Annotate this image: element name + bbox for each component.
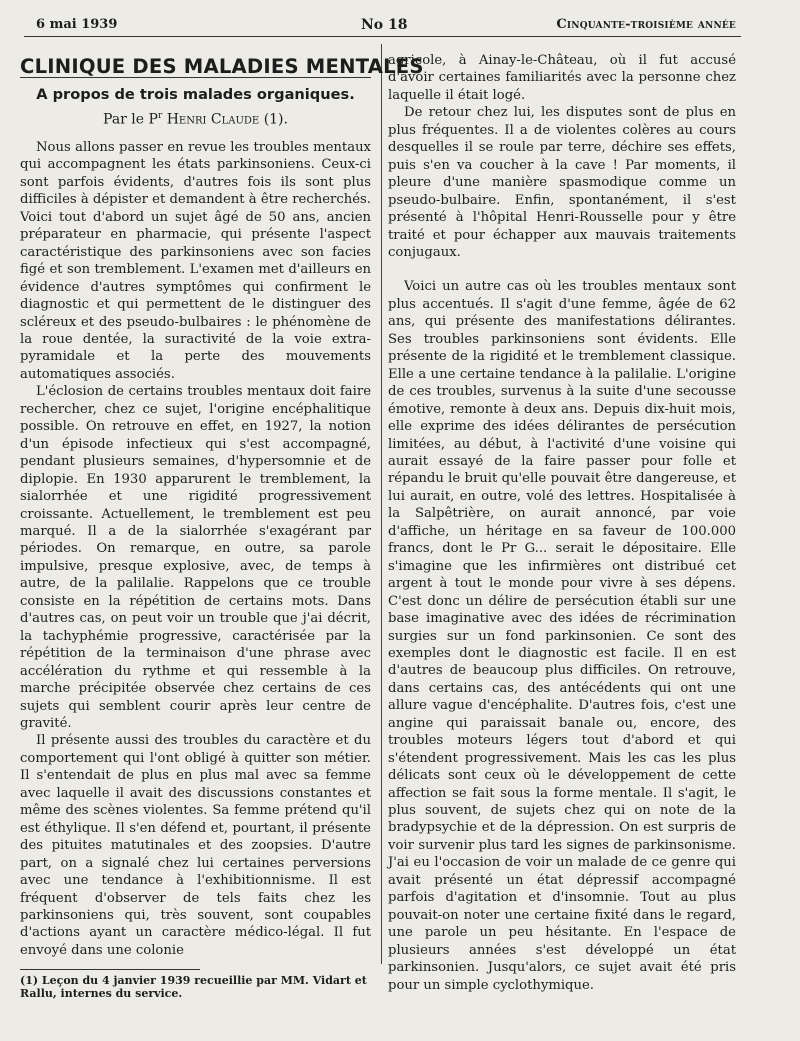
column-divider [381, 44, 382, 964]
right-paragraph-2: De retour chez lui, les disputes sont de plus en plus fréquentes. Il a de violentes colères au cours desquelles il se roule par terre, déchire ses effets, puis s'en va coucher à la cave ! Par moments, il pleure d'une manière spasmodique comme un pseudo-bulbaire. Enfin, spontanément, il s'est présenté à l'hôpital Henri-Rousselle pour y être traité et pour échapper aux mauvais traitements conjugaux. [388, 105, 736, 260]
left-paragraph-1: Nous allons passer en revue les troubles mentaux qui accompagnent les états parkinsoniens. Ceux-ci sont parfois évidents, d'autres fois ils sont plus difficiles à dépister et demandent à être recherchés. Voici tout d'abord un sujet âgé de 50 ans, ancien préparateur en pharmacie, qui présente l'aspect caractéristique des parkinsoniens avec son facies figé et son tremblement. L'examen met d'ailleurs en évidence d'autres symptômes qui confirment le diagnostic et qui permettent de le distinguer des scléreux et des pseudo-bulbaires : le phénomène de la roue dentée, la suractivité de la voie extra-pyramidale et la perte des mouvements automatiques associés. [20, 140, 371, 382]
issue-date: 6 mai 1939 [36, 17, 118, 32]
author-prefix: Par le P [103, 111, 158, 128]
header-rule [24, 36, 741, 37]
left-paragraph-3: Il présente aussi des troubles du caractère et du comportement qui l'ont obligé à quitter son métier. Il s'entendait de plus en plus mal avec sa femme avec laquelle il avait des discussions constantes et même des scènes violentes. Sa femme prétend qu'il est éthylique. Il s'en défend et, pourtant, il présente des pituites matutinales et des zoopsies. D'autre part, on a signalé chez lui certaines perversions avec une tendance à l'exhibitionnisme. Il est fréquent d'observer de tels faits chez les parkinsoniens qui, très souvent, sont coupables d'actions ayant un caractère médico-légal. Il fut envoyé dans une colonie [20, 733, 371, 958]
author-note-ref: (1). [263, 111, 288, 128]
right-paragraph-3: Voici un autre cas où les troubles mentaux sont plus accentués. Il s'agit d'une femme, âgée de 62 ans, qui présente des manifestations délirantes. Ses troubles parkinsoniens sont évidents. Elle présente de la rigidité et le tremblement classique. Elle a une certaine tendance à la palilalie. L'origine de ces troubles, survenus à la suite d'une secousse émotive, remonte à deux ans. Depuis dix-huit mois, elle exprime des idées délirantes de persécution limitées, au début, à l'activité d'une voisine qui aurait essayé de la faire passer pour folle et répandu le bruit qu'elle pouvait être dangereuse, et lui aurait, en outre, volé des lettres. Hospitalisée à la Salpêtrière, on aurait annoncé, par voie d'affiche, un héritage en sa faveur de 100.000 francs, dont le Pr G... serait le dépositaire. Elle s'imagine que les infirmières ont distribué cet argent à tout le monde pour vivre à ses dépens. C'est donc un délire de persécution établi sur une base imaginative avec des idées de récrimination surgies sur un fond parkinsonien. Ce sont des exemples dont le diagnostic est facile. Il en est d'autres de beaucoup plus difficiles. On retrouve, dans certains cas, des antécédents qui ont une allure vague d'encéphalite. D'autres fois, c'est une angine qui paraissait banale ou, encore, des troubles moteurs légers tout d'abord et qui s'étendent progressivement. Mais les cas les plus délicats sont ceux où le développement de cette affection se fait sous la forme mentale. Il s'agit, le plus souvent, de sujets chez qui on note de la bradypsychie et de la dépression. On est surpris de voir survenir plus tard les signes de parkinsonisme. J'ai eu l'occasion de voir un malade de ce genre qui avait présenté un état dépressif accompagné parfois d'agitation et d'insomnie. Tout au plus pouvait-on noter une certaine fixité dans le regard, une parole un peu hésitante. En l'espace de plusieurs années s'est développé un état parkinsonien. Jusqu'alors, ce sujet avait été pris pour un simple cyclothymique. [388, 279, 736, 993]
right-paragraph-1: agricole, à Ainay-le-Château, où il fut accusé d'avoir certaines familiarités avec la personne chez laquelle il était logé. [388, 53, 736, 103]
footnote: (1) Leçon du 4 janvier 1939 recueillie par MM. Vidart et Rallu, internes du service. [20, 974, 367, 1001]
issue-year: Cinquante-troisième année [556, 17, 736, 32]
section-title: CLINIQUE DES MALADIES MENTALES [20, 55, 424, 78]
author-line [20, 108, 371, 129]
author-sup: r [157, 110, 163, 121]
issue-number: No 18 [361, 17, 408, 33]
article-subtitle: A propos de trois malades organiques. [36, 86, 355, 104]
right-column [388, 52, 736, 994]
footnote-rule [20, 969, 200, 970]
left-column [20, 55, 424, 1001]
author-name: Henri Claude [166, 111, 260, 128]
left-paragraph-2: L'éclosion de certains troubles mentaux doit faire rechercher, chez ce sujet, l'origine encéphalitique possible. On retrouve en effet, en 1927, la notion d'un épisode infectieux qui s'est accompagné, pendant plusieurs semaines, d'hypersomnie et de diplopie. En 1930 apparurent le tremblement, la sialorrhée et une rigidité progressivement croissante. Actuellement, le tremblement est peu marqué. Il a de la sialorrhée s'exagérant par périodes. On remarque, en outre, sa parole impulsive, presque explosive, avec, de temps à autre, de la palilalie. Rappelons que ce trouble consiste en la répétition de certains mots. Dans d'autres cas, on peut voir un trouble que j'ai décrit, la tachyphémie progressive, caractérisée par la répétition de la terminaison d'une phrase avec accélération du rythme et qui ressemble à la marche précipitée observée chez certains de ces sujets qui semblent courir après leur centre de gravité. [20, 384, 371, 731]
